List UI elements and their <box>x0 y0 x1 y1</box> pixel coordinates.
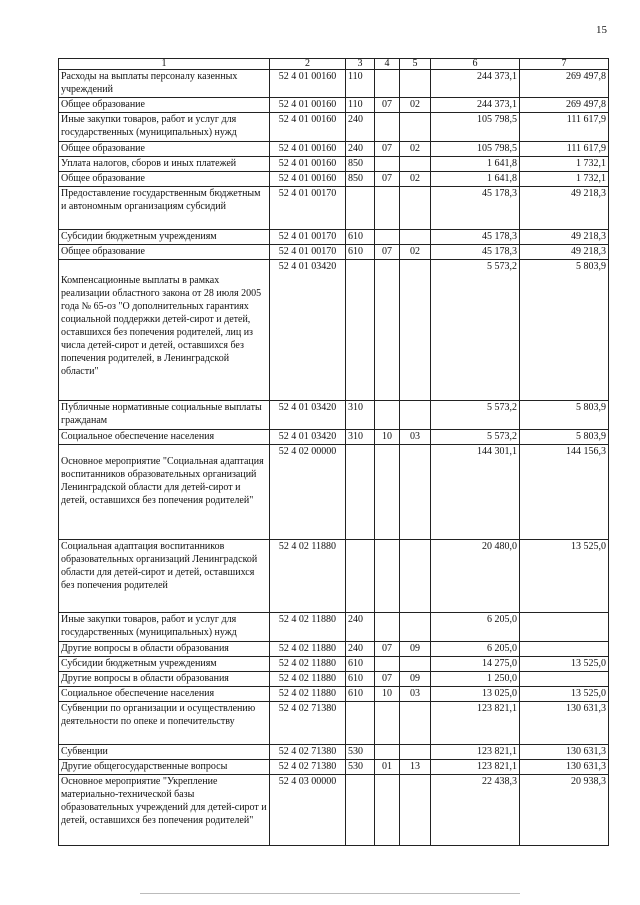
amount-col6-cell: 123 821,1 <box>431 760 520 775</box>
target-code-cell: 52 4 01 00160 <box>270 113 346 142</box>
amount-col7-cell: 269 497,8 <box>520 70 609 98</box>
amount-col7-cell: 111 617,9 <box>520 142 609 157</box>
subsection-cell <box>400 657 431 672</box>
expense-type-cell: 240 <box>346 613 375 642</box>
section-cell: 07 <box>375 245 400 260</box>
table-row <box>59 672 609 687</box>
section-cell: 07 <box>375 672 400 687</box>
section-cell <box>375 70 400 98</box>
target-code-cell: 52 4 01 00160 <box>270 70 346 98</box>
expense-type-cell: 310 <box>346 401 375 430</box>
table-row <box>59 98 609 113</box>
header-cell: 3 <box>346 59 375 70</box>
section-cell: 01 <box>375 760 400 775</box>
subsection-cell: 13 <box>400 760 431 775</box>
amount-col6-cell: 105 798,5 <box>431 113 520 142</box>
section-cell: 07 <box>375 98 400 113</box>
table-row <box>59 657 609 672</box>
table-row <box>59 260 609 401</box>
expense-name-cell: Общее образование <box>59 98 270 113</box>
table-row <box>59 702 609 745</box>
section-cell <box>375 745 400 760</box>
subsection-cell: 02 <box>400 98 431 113</box>
target-code-cell: 52 4 02 71380 <box>270 760 346 775</box>
amount-col6-cell: 45 178,3 <box>431 245 520 260</box>
amount-col6-cell: 45 178,3 <box>431 230 520 245</box>
amount-col6-cell: 1 641,8 <box>431 172 520 187</box>
section-cell: 10 <box>375 687 400 702</box>
amount-col7-cell: 13 525,0 <box>520 687 609 702</box>
subsection-cell <box>400 540 431 613</box>
expense-name-cell: Основное мероприятие "Укрепление материально-технической базы образовательных учреждений для детей-сирот и детей, оставшихся без попечения родителей" <box>59 775 270 846</box>
table-row <box>59 642 609 657</box>
expense-name-cell: Субсидии бюджетным учреждениям <box>59 230 270 245</box>
expense-name-cell: Основное мероприятие "Социальная адаптация воспитанников образовательных организаций Ленинградской области для детей-сирот и детей, оставшихся без попечения родителей" <box>59 445 270 540</box>
bottom-edge-marks <box>140 893 520 897</box>
table-row <box>59 401 609 430</box>
target-code-cell: 52 4 01 03420 <box>270 401 346 430</box>
section-cell: 07 <box>375 642 400 657</box>
expense-type-cell: 610 <box>346 687 375 702</box>
amount-col6-cell: 45 178,3 <box>431 187 520 230</box>
target-code-cell: 52 4 02 11880 <box>270 687 346 702</box>
target-code-cell: 52 4 02 11880 <box>270 613 346 642</box>
expense-type-cell: 530 <box>346 760 375 775</box>
target-code-cell: 52 4 01 00170 <box>270 187 346 230</box>
amount-col6-cell: 105 798,5 <box>431 142 520 157</box>
expense-type-cell: 610 <box>346 657 375 672</box>
header-cell: 2 <box>270 59 346 70</box>
table-row <box>59 430 609 445</box>
subsection-cell <box>400 70 431 98</box>
target-code-cell: 52 4 02 11880 <box>270 642 346 657</box>
table-row <box>59 775 609 846</box>
target-code-cell: 52 4 02 00000 <box>270 445 346 540</box>
expense-name-cell: Социальная адаптация воспитанников образовательных организаций Ленинградской области для детей-сирот и детей, оставшихся без попечения родителей <box>59 540 270 613</box>
table-row <box>59 230 609 245</box>
amount-col7-cell: 144 156,3 <box>520 445 609 540</box>
amount-col6-cell: 13 025,0 <box>431 687 520 702</box>
expense-type-cell: 610 <box>346 230 375 245</box>
amount-col7-cell: 49 218,3 <box>520 245 609 260</box>
expense-type-cell: 240 <box>346 113 375 142</box>
target-code-cell: 52 4 03 00000 <box>270 775 346 846</box>
expense-name-cell: Компенсационные выплаты в рамках реализации областного закона от 28 июля 2005 года № 65-оз "О дополнительных гарантиях социальной поддержки детей-сирот и детей, оставшихся без попечения родителей, лиц из числа детей-сирот и детей, оставшихся без попечения родителей, в Ленинградской области" <box>59 260 270 401</box>
target-code-cell: 52 4 02 11880 <box>270 657 346 672</box>
section-cell <box>375 157 400 172</box>
table-row <box>59 113 609 142</box>
header-cell: 6 <box>431 59 520 70</box>
amount-col7-cell <box>520 642 609 657</box>
header-cell: 5 <box>400 59 431 70</box>
section-cell <box>375 775 400 846</box>
amount-col6-cell: 6 205,0 <box>431 613 520 642</box>
expense-name-cell: Другие вопросы в области образования <box>59 672 270 687</box>
target-code-cell: 52 4 02 11880 <box>270 540 346 613</box>
table-row <box>59 70 609 98</box>
table-row <box>59 142 609 157</box>
expense-name-cell: Социальное обеспечение населения <box>59 430 270 445</box>
amount-col7-cell: 49 218,3 <box>520 230 609 245</box>
target-code-cell: 52 4 01 03420 <box>270 430 346 445</box>
section-cell <box>375 187 400 230</box>
amount-col7-cell: 5 803,9 <box>520 430 609 445</box>
subsection-cell: 02 <box>400 142 431 157</box>
expense-name-cell: Уплата налогов, сборов и иных платежей <box>59 157 270 172</box>
amount-col6-cell: 20 480,0 <box>431 540 520 613</box>
amount-col6-cell: 144 301,1 <box>431 445 520 540</box>
expense-name-cell: Другие общегосударственные вопросы <box>59 760 270 775</box>
expense-name-cell: Публичные нормативные социальные выплаты гражданам <box>59 401 270 430</box>
amount-col6-cell: 1 641,8 <box>431 157 520 172</box>
subsection-cell <box>400 445 431 540</box>
expense-name-cell: Расходы на выплаты персоналу казенных учреждений <box>59 70 270 98</box>
subsection-cell: 09 <box>400 642 431 657</box>
amount-col7-cell <box>520 672 609 687</box>
amount-col6-cell: 1 250,0 <box>431 672 520 687</box>
subsection-cell <box>400 775 431 846</box>
amount-col6-cell: 5 573,2 <box>431 430 520 445</box>
amount-col6-cell: 123 821,1 <box>431 745 520 760</box>
expense-name-cell: Социальное обеспечение населения <box>59 687 270 702</box>
expense-type-cell: 240 <box>346 642 375 657</box>
table-row <box>59 540 609 613</box>
target-code-cell: 52 4 01 00170 <box>270 230 346 245</box>
subsection-cell <box>400 187 431 230</box>
amount-col6-cell: 6 205,0 <box>431 642 520 657</box>
amount-col7-cell: 5 803,9 <box>520 401 609 430</box>
section-cell <box>375 702 400 745</box>
amount-col7-cell: 49 218,3 <box>520 187 609 230</box>
expense-type-cell: 610 <box>346 245 375 260</box>
target-code-cell: 52 4 01 00170 <box>270 245 346 260</box>
expense-type-cell <box>346 445 375 540</box>
section-cell <box>375 540 400 613</box>
expense-type-cell <box>346 775 375 846</box>
expense-name-cell: Субсидии бюджетным учреждениям <box>59 657 270 672</box>
amount-col7-cell: 13 525,0 <box>520 540 609 613</box>
table-row <box>59 187 609 230</box>
target-code-cell: 52 4 01 00160 <box>270 157 346 172</box>
table-row <box>59 445 609 540</box>
section-cell <box>375 657 400 672</box>
amount-col7-cell: 1 732,1 <box>520 172 609 187</box>
amount-col7-cell: 130 631,3 <box>520 702 609 745</box>
expense-name-cell: Иные закупки товаров, работ и услуг для государственных (муниципальных) нужд <box>59 113 270 142</box>
amount-col7-cell: 269 497,8 <box>520 98 609 113</box>
expense-name-cell: Предоставление государственным бюджетным и автономным организациям субсидий <box>59 187 270 230</box>
subsection-cell <box>400 745 431 760</box>
table-row <box>59 745 609 760</box>
section-cell <box>375 230 400 245</box>
amount-col7-cell: 130 631,3 <box>520 760 609 775</box>
amount-col7-cell <box>520 613 609 642</box>
amount-col6-cell: 22 438,3 <box>431 775 520 846</box>
target-code-cell: 52 4 01 00160 <box>270 142 346 157</box>
expense-name-cell: Общее образование <box>59 142 270 157</box>
expense-type-cell <box>346 540 375 613</box>
subsection-cell <box>400 401 431 430</box>
expense-name-cell: Субвенции по организации и осуществлению деятельности по опеке и попечительству <box>59 702 270 745</box>
expense-type-cell: 110 <box>346 98 375 113</box>
amount-col7-cell: 20 938,3 <box>520 775 609 846</box>
section-cell <box>375 260 400 401</box>
table-row <box>59 157 609 172</box>
amount-col7-cell: 5 803,9 <box>520 260 609 401</box>
amount-col6-cell: 5 573,2 <box>431 260 520 401</box>
subsection-cell <box>400 260 431 401</box>
table-row <box>59 687 609 702</box>
section-cell <box>375 613 400 642</box>
section-cell <box>375 401 400 430</box>
header-cell: 4 <box>375 59 400 70</box>
subsection-cell: 09 <box>400 672 431 687</box>
table-row <box>59 760 609 775</box>
section-cell: 10 <box>375 430 400 445</box>
expense-type-cell: 610 <box>346 672 375 687</box>
section-cell: 07 <box>375 142 400 157</box>
subsection-cell: 02 <box>400 245 431 260</box>
amount-col6-cell: 244 373,1 <box>431 98 520 113</box>
subsection-cell <box>400 157 431 172</box>
amount-col6-cell: 14 275,0 <box>431 657 520 672</box>
expense-name-cell: Субвенции <box>59 745 270 760</box>
expense-type-cell <box>346 187 375 230</box>
expense-type-cell: 850 <box>346 172 375 187</box>
expense-type-cell <box>346 702 375 745</box>
expense-name-cell: Иные закупки товаров, работ и услуг для государственных (муниципальных) нужд <box>59 613 270 642</box>
target-code-cell: 52 4 02 11880 <box>270 672 346 687</box>
expense-name-cell: Общее образование <box>59 172 270 187</box>
target-code-cell: 52 4 02 71380 <box>270 745 346 760</box>
amount-col7-cell: 13 525,0 <box>520 657 609 672</box>
header-cell: 7 <box>520 59 609 70</box>
expense-type-cell: 310 <box>346 430 375 445</box>
expense-type-cell: 850 <box>346 157 375 172</box>
subsection-cell <box>400 613 431 642</box>
table-row <box>59 245 609 260</box>
budget-table <box>58 58 609 846</box>
section-cell <box>375 113 400 142</box>
amount-col6-cell: 244 373,1 <box>431 70 520 98</box>
amount-col6-cell: 5 573,2 <box>431 401 520 430</box>
table-header-row <box>59 59 609 70</box>
expense-name-cell: Общее образование <box>59 245 270 260</box>
subsection-cell <box>400 230 431 245</box>
subsection-cell <box>400 702 431 745</box>
expense-type-cell <box>346 260 375 401</box>
table-row <box>59 172 609 187</box>
header-cell: 1 <box>59 59 270 70</box>
target-code-cell: 52 4 01 03420 <box>270 260 346 401</box>
target-code-cell: 52 4 02 71380 <box>270 702 346 745</box>
section-cell: 07 <box>375 172 400 187</box>
subsection-cell: 02 <box>400 172 431 187</box>
subsection-cell <box>400 113 431 142</box>
amount-col6-cell: 123 821,1 <box>431 702 520 745</box>
section-cell <box>375 445 400 540</box>
page-number: 15 <box>596 24 607 36</box>
amount-col7-cell: 130 631,3 <box>520 745 609 760</box>
target-code-cell: 52 4 01 00160 <box>270 98 346 113</box>
table-row <box>59 613 609 642</box>
subsection-cell: 03 <box>400 430 431 445</box>
amount-col7-cell: 111 617,9 <box>520 113 609 142</box>
target-code-cell: 52 4 01 00160 <box>270 172 346 187</box>
subsection-cell: 03 <box>400 687 431 702</box>
amount-col7-cell: 1 732,1 <box>520 157 609 172</box>
expense-type-cell: 110 <box>346 70 375 98</box>
expense-type-cell: 530 <box>346 745 375 760</box>
expense-type-cell: 240 <box>346 142 375 157</box>
expense-name-cell: Другие вопросы в области образования <box>59 642 270 657</box>
